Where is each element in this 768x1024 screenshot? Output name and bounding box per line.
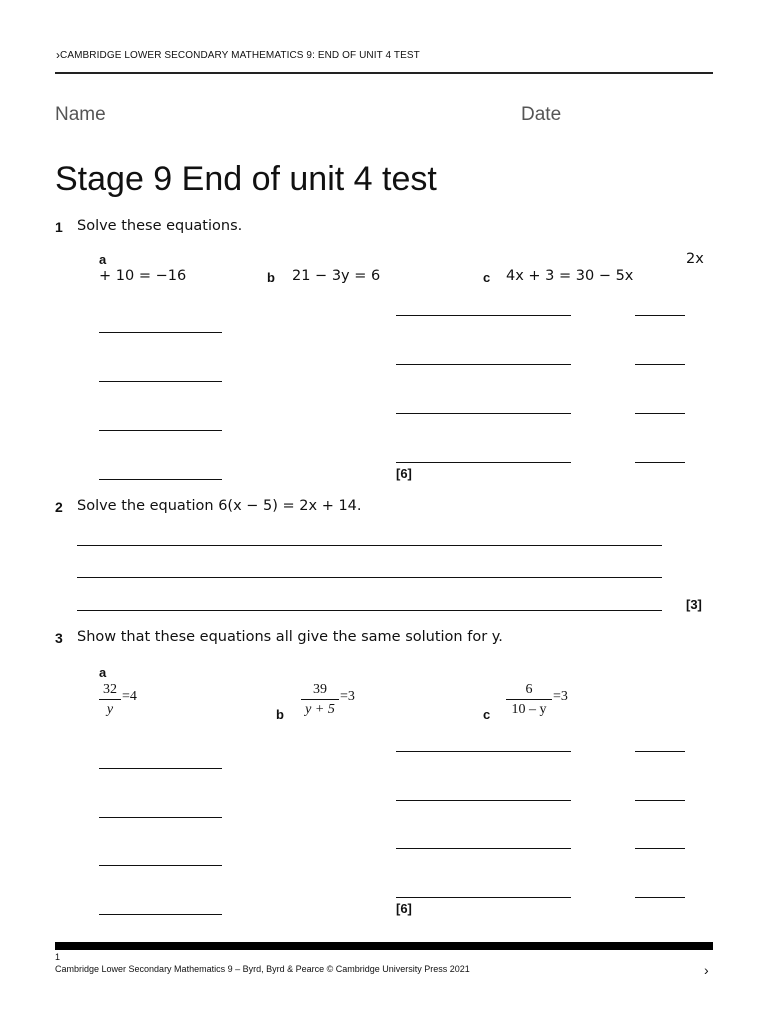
q1c-answer-line[interactable]: [635, 462, 685, 463]
q3-part-a-rhs: =4: [122, 689, 137, 704]
q1a-answer-line[interactable]: [99, 479, 222, 480]
q1a-answer-line[interactable]: [99, 332, 222, 333]
q3c-answer-line[interactable]: [635, 897, 685, 898]
q1-part-c-label: c: [483, 270, 491, 285]
q3-part-c-denominator: 10 – y: [511, 702, 547, 717]
q3b-answer-line[interactable]: [396, 897, 571, 898]
q3a-answer-line[interactable]: [99, 768, 222, 769]
fraction-bar: [506, 699, 552, 700]
q1-part-a-equation: + 10 = −16: [99, 268, 187, 284]
q1c-answer-line[interactable]: [635, 315, 685, 316]
q3-part-c-fraction: [506, 681, 552, 718]
question-1-number: 1: [55, 219, 63, 235]
running-header: CAMBRIDGE LOWER SECONDARY MATHEMATICS 9: END OF UNIT 4 TEST: [60, 50, 420, 61]
question-3-number: 3: [55, 630, 63, 646]
q1b-answer-line[interactable]: [396, 413, 571, 414]
q1c-answer-line[interactable]: [635, 364, 685, 365]
q2-answer-line[interactable]: [77, 545, 662, 546]
question-1-text: Solve these equations.: [77, 218, 243, 234]
q3-part-c-numerator: 6: [525, 682, 533, 697]
question-2-text: Solve the equation 6(x − 5) = 2x + 14.: [77, 498, 362, 514]
q2-marks: [3]: [686, 597, 702, 612]
page-title: Stage 9 End of unit 4 test: [55, 160, 437, 198]
q1-part-a-term: 2x: [686, 251, 704, 267]
q1-part-a-label: a: [99, 252, 107, 267]
q3c-answer-line[interactable]: [635, 800, 685, 801]
q3-part-b-rhs: =3: [340, 689, 355, 704]
q1-part-b-label: b: [267, 270, 275, 285]
q3-part-b-denominator: y + 5: [305, 702, 335, 717]
date-label: Date: [521, 104, 562, 125]
footer-mark: ›: [704, 962, 709, 978]
q3c-answer-line[interactable]: [635, 848, 685, 849]
q1-part-a-wrapped-term: [686, 251, 704, 267]
q2-answer-line[interactable]: [77, 577, 662, 578]
q1b-answer-line[interactable]: [396, 315, 571, 316]
q3b-answer-line[interactable]: [396, 751, 571, 752]
q3-part-a-label: a: [99, 665, 107, 680]
q3c-answer-line[interactable]: [635, 751, 685, 752]
q3-marks: [6]: [396, 901, 412, 916]
q2-answer-line[interactable]: [77, 610, 662, 611]
q3a-answer-line[interactable]: [99, 914, 222, 915]
fraction-bar: [99, 699, 121, 700]
q3-part-a-numerator: 32: [103, 682, 117, 697]
q1c-answer-line[interactable]: [635, 413, 685, 414]
q3-part-a-denominator: y: [106, 702, 114, 717]
fraction-bar: [301, 699, 339, 700]
q3-part-c-label: c: [483, 707, 491, 722]
footer-copyright: Cambridge Lower Secondary Mathematics 9 – Byrd, Byrd & Pearce © Cambridge University Press 2021: [55, 964, 470, 974]
q3-part-c-rhs: =3: [553, 689, 568, 704]
page-number: 1: [55, 952, 61, 962]
question-2-number: 2: [55, 499, 63, 515]
q3-part-a-fraction: [99, 681, 121, 718]
q3a-answer-line[interactable]: [99, 817, 222, 818]
header-mark: ›: [56, 48, 60, 62]
q3b-answer-line[interactable]: [396, 848, 571, 849]
header-rule: [55, 72, 713, 74]
q1a-answer-line[interactable]: [99, 381, 222, 382]
name-label: Name: [55, 104, 106, 125]
q1-part-b-equation: 21 − 3y = 6: [292, 268, 381, 284]
question-3-text: Show that these equations all give the same solution for y.: [77, 629, 503, 645]
q1b-answer-line[interactable]: [396, 364, 571, 365]
q3-part-b-fraction: [301, 681, 339, 718]
q3a-answer-line[interactable]: [99, 865, 222, 866]
footer-rule: [55, 942, 713, 950]
q1-part-c-equation: 4x + 3 = 30 − 5x: [506, 268, 634, 284]
q1b-answer-line[interactable]: [396, 462, 571, 463]
q3-part-b-numerator: 39: [313, 682, 327, 697]
q1a-answer-line[interactable]: [99, 430, 222, 431]
q3-part-b-label: b: [276, 707, 284, 722]
q1-marks: [6]: [396, 466, 412, 481]
q3b-answer-line[interactable]: [396, 800, 571, 801]
